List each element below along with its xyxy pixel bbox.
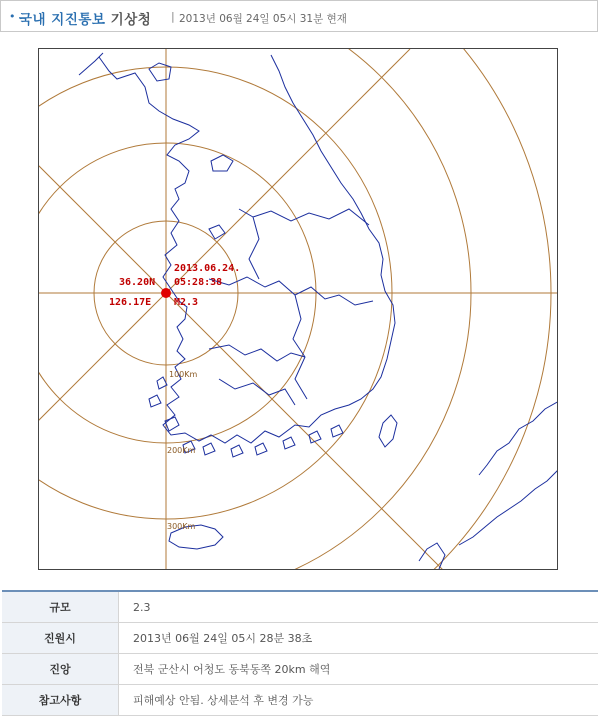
table-row	[2, 591, 598, 623]
detail-label-magnitude: 규모	[2, 591, 119, 623]
coast-japan-2	[459, 469, 558, 545]
title-text: 국내 지진통보	[19, 12, 106, 28]
coastlines	[79, 53, 558, 569]
islands-s-1	[231, 445, 243, 457]
coast-north-1	[79, 53, 103, 75]
header-separator: |	[171, 10, 175, 23]
epicenter-time-label: 05:28:38	[174, 277, 223, 288]
table-row	[2, 654, 598, 685]
province-boundary-1	[239, 209, 369, 225]
table-row	[2, 623, 598, 654]
page-title	[19, 8, 151, 28]
coast-north-2	[149, 63, 171, 81]
detail-label-origin-time: 진원시	[2, 623, 119, 654]
distance-rings	[39, 49, 551, 570]
detail-label-notes: 참고사항	[2, 685, 119, 716]
coast-japan-3	[419, 543, 445, 569]
tsushima	[379, 415, 397, 447]
ring-400km	[39, 49, 471, 570]
epicenter-lat-label: 36.20N	[119, 277, 156, 288]
earthquake-map	[38, 48, 558, 570]
coast-japan-1	[479, 401, 558, 475]
detail-value-origin-time: 2013년 06월 24일 05시 28분 38초	[119, 623, 599, 654]
diagonal-ne-sw	[39, 49, 410, 570]
islands-sw-3	[165, 417, 179, 431]
province-boundary-6	[219, 379, 295, 405]
ring-label-100km: 100Km	[169, 370, 198, 379]
detail-value-notes: 피해예상 안됨. 상세분석 후 변경 가능	[119, 685, 599, 716]
ring-label-300km: 300Km	[167, 522, 196, 531]
report-timestamp: 2013년 06월 24일 05시 31분 현재	[179, 13, 347, 25]
earthquake-details-table	[2, 590, 598, 716]
diagonal-nw-se	[39, 49, 444, 570]
epicenter-date-label: 2013.06.24.	[174, 263, 241, 274]
table-row	[2, 685, 598, 716]
islands-s-4	[309, 431, 321, 443]
header-bullet: •	[9, 10, 16, 23]
islands-sw-5	[203, 443, 215, 455]
detail-value-epicenter: 전북 군산시 어청도 동북동쪽 20km 해역	[119, 654, 599, 685]
epicenter-lon-label: 126.17E	[109, 297, 152, 308]
ring-label-200km: 200Km	[167, 446, 196, 455]
islands-s-3	[283, 437, 295, 449]
detail-label-epicenter: 진앙	[2, 654, 119, 685]
province-boundary-2	[209, 277, 373, 305]
map-canvas	[39, 49, 558, 570]
agency-name: 기상청	[110, 12, 152, 28]
epicenter-magnitude-label: M2.3	[174, 297, 199, 308]
province-boundary-3	[249, 217, 259, 279]
islands-s-2	[255, 443, 267, 455]
province-boundary-4	[293, 295, 307, 399]
detail-value-magnitude: 2.3	[119, 591, 599, 623]
page-header	[0, 0, 598, 32]
islands-sw-2	[149, 395, 161, 407]
epicenter-marker	[161, 288, 171, 298]
province-boundary-5	[209, 345, 305, 361]
ring-500km	[39, 49, 551, 570]
